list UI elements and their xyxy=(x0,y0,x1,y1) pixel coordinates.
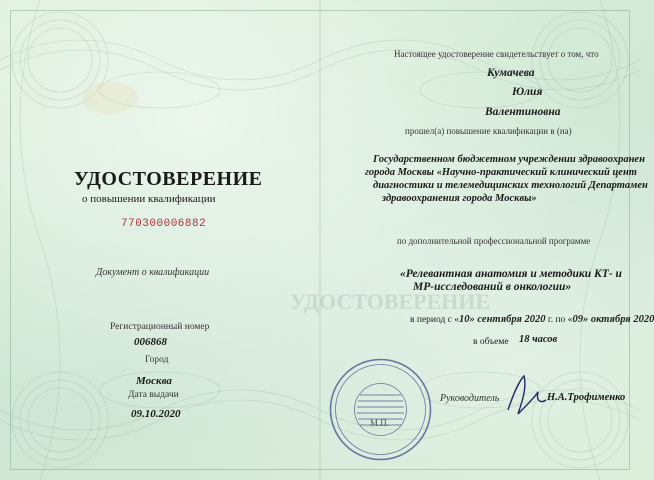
program-title-line: МР-исследований в онкологии» xyxy=(413,281,572,293)
period-mid: г. по « xyxy=(545,315,573,325)
watermark-title: УДОСТОВЕРЕНИЕ xyxy=(290,289,491,314)
period-to-day: 09 xyxy=(572,314,583,325)
period-from-rest: » сентября 2020 xyxy=(469,314,546,325)
document-label: Документ о квалификации xyxy=(96,267,210,278)
city-label: Город xyxy=(145,355,169,365)
issue-date-label: Дата выдачи xyxy=(128,390,179,400)
certificate-number: 770300006882 xyxy=(121,218,207,230)
certificate-subtitle: о повышении квалификации xyxy=(82,193,216,205)
institution-line: здравоохранения города Москвы» xyxy=(382,193,537,204)
director-signature xyxy=(500,370,552,420)
registration-label: Регистрационный номер xyxy=(110,322,210,332)
holder-intro: Настоящее удостоверение свидетельствует о том, что xyxy=(394,49,599,59)
period-prefix: в период с « xyxy=(410,315,460,325)
issue-date-value: 09.10.2020 xyxy=(131,408,181,420)
director-name: Н.А.Трофименко xyxy=(547,392,626,403)
director-label: Руководитель xyxy=(440,393,500,404)
program-title-line: «Релевантная анатомия и методики КТ- и xyxy=(400,268,622,280)
program-intro: по дополнительной профессиональной программе xyxy=(397,236,591,246)
volume-label: в объеме xyxy=(473,337,509,347)
registration-value: 006868 xyxy=(134,336,167,348)
page-fold xyxy=(319,0,321,480)
holder-surname: Кумачева xyxy=(487,67,535,79)
institution-line: города Москвы «Научно-практический клинический цент xyxy=(365,167,637,178)
certificate-title: УДОСТОВЕРЕНИЕ xyxy=(74,168,263,190)
institution-line: Государственном бюджетном учреждении здравоохранен xyxy=(373,154,645,165)
city-value: Москва xyxy=(136,375,172,387)
period-from-day: 10 xyxy=(459,314,470,325)
training-period xyxy=(410,314,654,325)
period-to-rest: » октября 2020 xyxy=(582,314,654,325)
hours-value: 18 часов xyxy=(519,334,558,345)
passed-training-text: прошел(а) повышение квалификации в (на) xyxy=(405,126,572,136)
holder-patronymic: Валентиновна xyxy=(485,106,561,118)
holder-name: Юлия xyxy=(512,86,543,98)
official-stamp xyxy=(328,357,433,462)
stamp-mp-label: М.П. xyxy=(370,418,390,428)
institution-line: диагностики и телемедицинских технологий Департамен xyxy=(373,180,648,191)
